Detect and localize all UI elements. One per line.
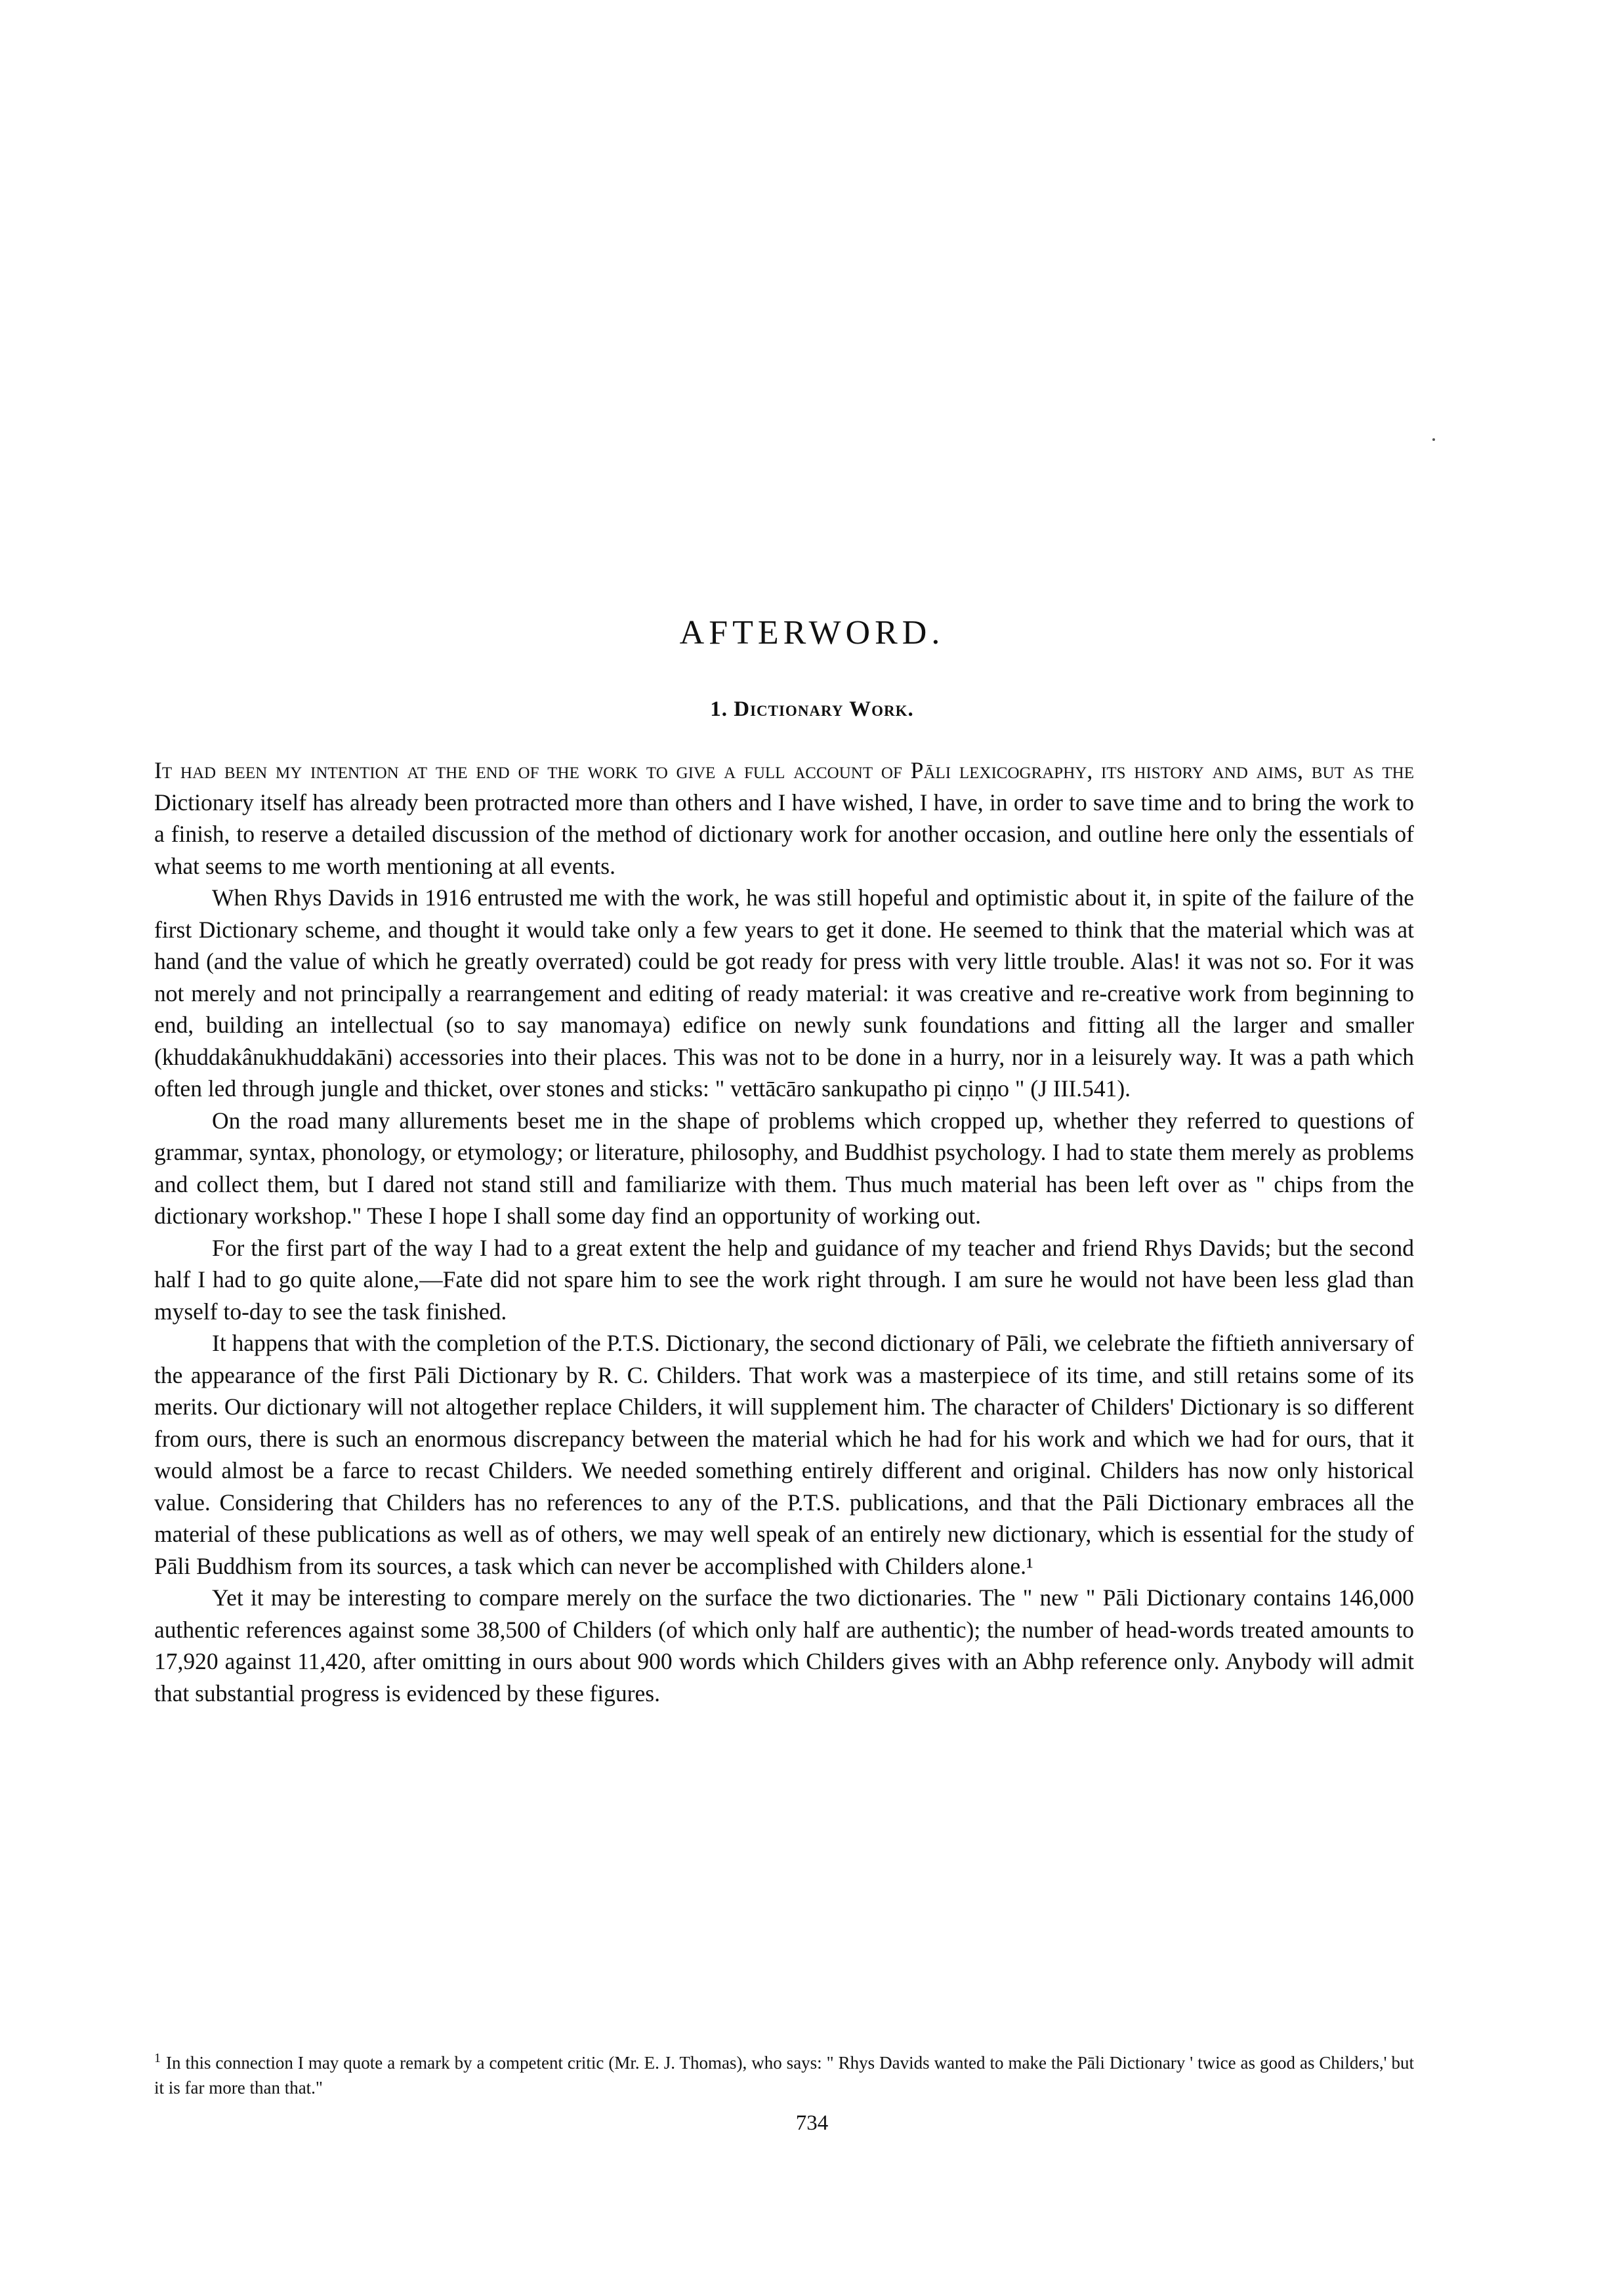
paragraph-6: Yet it may be interesting to compare merely on the surface the two dictionaries. The " new " Pāli Dictionary contains 146,000 authentic references against some 38,500 of Childers (of which only half are authentic); the number of head-words treated amounts to 17,920 against 11,420, after omitting in ours about 900 words which Childers gives with an Abhp reference only. Anybody will admit that substantial progress is evidenced by these figures. (154, 1584, 1414, 1706)
scan-speck (1432, 438, 1435, 441)
page-title: AFTERWORD. (679, 614, 945, 651)
paragraph-3: On the road many allurements beset me in the shape of problems which cropped up, whether they referred to questions of grammar, syntax, phonology, or etymology; or literature, philosophy, and Buddhist psychology. I had to state them merely as problems and collect them, but I dared not stand still and familiarize with them. Thus much material has been left over as " chips from the dictionary workshop." These I hope I shall some day find an opportunity of working out. (154, 1107, 1414, 1229)
paragraph-5: It happens that with the completion of the P.T.S. Dictionary, the second dictionary of Pāli, we celebrate the fiftieth anniversary of the appearance of the first Pāli Dictionary by R. C. Childers. That work was a masterpiece of its time, and still retains some of its merits. Our dictionary will not altogether replace Childers, it will supplement him. The character of Childers' Dictionary is so different from ours, there is such an enormous discrepancy between the material which he had for his work and which we had for ours, that it would almost be a farce to recast Childers. We needed something entirely different and original. Childers has now only historical value. Considering that Childers has no references to any of the P.T.S. publications, and that the Pāli Dictionary embraces all the material of these publications as well as of others, we may well speak of an entirely new dictionary, which is essential for the study of Pāli Buddhism from its sources, a task which can never be accomplished with Childers alone.¹ (154, 1330, 1414, 1579)
body-text (154, 755, 1414, 1709)
page-number: 734 (795, 2111, 829, 2135)
section-heading: 1. Dictionary Work. (710, 697, 914, 721)
paragraph-1: It had been my intention at the end of the work to give a full account of Pāli lexicography, its history and aims, but as the Dictionary itself has already been protracted more than others and I have wished, I have, in order to save time and to bring the work to a finish, to reserve a detailed discussion of the method of dictionary work for another occasion, and outline here only the essentials of what seems to me worth mentioning at all events. (154, 757, 1414, 879)
footnote-text: In this connection I may quote a remark by a competent critic (Mr. E. J. Thomas), who says: " Rhys Davids wanted to make the Pāli Dictionary ' twice as good as Childers,' but it is far more than that." (154, 2053, 1414, 2098)
footnote-marker: 1 (154, 2051, 161, 2065)
paragraph-4: For the first part of the way I had to a great extent the help and guidance of my teacher and friend Rhys Davids; but the second half I had to go quite alone,—Fate did not spare him to see the work right through. I am sure he would not have been less glad than myself to-day to see the task finished. (154, 1234, 1414, 1325)
footnote (154, 2046, 1414, 2100)
paragraph-2: When Rhys Davids in 1916 entrusted me with the work, he was still hopeful and optimistic about it, in spite of the failure of the first Dictionary scheme, and thought it would take only a few years to get it done. He seemed to think that the material which was at hand (and the value of which he greatly overrated) could be got ready for press with very little trouble. Alas! it was not so. For it was not merely and not principally a rearrangement and editing of ready material: it was creative and re-creative work from beginning to end, building an intellectual (so to say manomaya) edifice on newly sunk foundations and fitting all the larger and smaller (khuddakânukhuddakāni) accessories into their places. This was not to be done in a hurry, nor in a leisurely way. It was a path which often led through jungle and thicket, over stones and sticks: " vettācāro sankupatho pi ciṇṇo " (J III.541). (154, 884, 1414, 1102)
